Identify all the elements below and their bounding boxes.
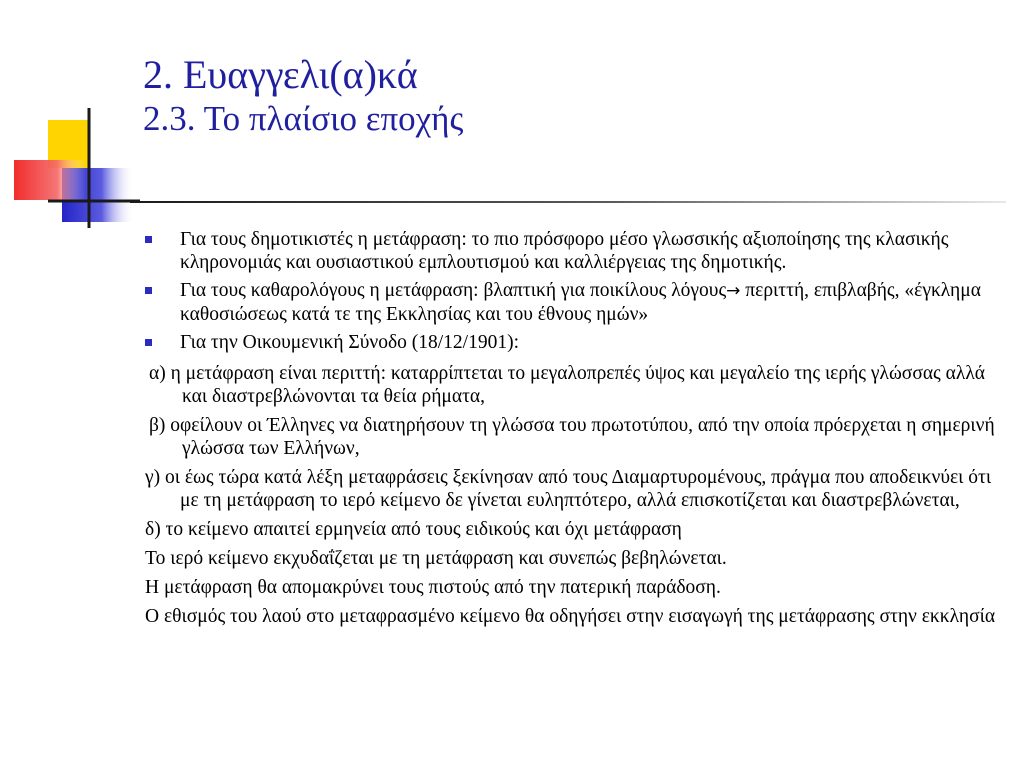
title-block [143,52,1003,140]
slide-title: 2. Ευαγγελι(α)κά [143,52,418,97]
decorative-logo [0,0,140,240]
bullet-text: Για τους δημοτικιστές η μετάφραση: το πιο πρόσφορο μέσο γλωσσικής αξιοποίησης της κλασικής κληρονομιάς και ουσιαστικού εμπλουτισμού και καλλιέργειας της δημοτικής. [180,229,949,273]
paragraph-item: α) η μετάφραση είναι περιττή: καταρρίπτεται το μεγαλοπρεπές ύψος και μεγαλείο της ιερής γλώσσας αλλά και διαστρεβλώνονται τα θεία ρήματα, [149,363,985,407]
bullet-text-continued: περιττή, επιβλαβής, «έγκλημα καθοσιώσεως κατά τε της Εκκλησίας και του έθνους ημών» [180,280,981,325]
paragraph-item: Το ιερό κείμενο εκχυδαΐζεται με τη μετάφραση και συνεπώς βεβηλώνεται. [145,548,727,569]
bullet-square-icon [145,287,152,294]
paragraph-item: β) οφείλουν οι Έλληνες να διατηρήσουν τη γλώσσα του πρωτοτύπου, από την οποία πρόερχεται η σημερινή γλώσσα των Ελλήνων, [149,415,995,459]
slide-subtitle: 2.3. Το πλαίσιο εποχής [143,99,464,138]
bullet-item [145,279,1005,326]
bullet-item [145,331,1005,354]
logo-red-square [14,160,86,200]
slide-content [145,228,1005,634]
paragraph-item: γ) οι έως τώρα κατά λέξη μεταφράσεις ξεκίνησαν από τους Διαμαρτυρομένους, πράγμα που αποδεικνύει ότι με τη μετάφραση το ιερό κείμενο δε γίνεται ευληπτότερο, αλλά επισκοτίζεται και διαστρεβλώνεται, [145,467,992,511]
title-divider [130,201,1006,203]
bullet-item [145,228,1005,274]
paragraph-item: Ο εθισμός του λαού στο μεταφρασμένο κείμενο θα οδηγήσει στην εισαγωγή της μετάφρασης στην εκκλησία [145,606,996,627]
bullet-square-icon [145,236,152,243]
bullet-text: Για την Οικουμενική Σύνοδο (18/12/1901): [180,332,520,353]
paragraph-item: δ) το κείμενο απαιτεί ερμηνεία από τους ειδικούς και όχι μετάφραση [145,519,682,540]
paragraph-item: Η μετάφραση θα απομακρύνει τους πιστούς από την πατερική παράδοση. [145,577,721,598]
bullet-square-icon [145,339,152,346]
bullet-text: Για τους καθαρολόγους η μετάφραση: βλαπτική για ποικίλους λόγους [180,280,727,301]
arrow-right-icon: → [726,281,741,301]
